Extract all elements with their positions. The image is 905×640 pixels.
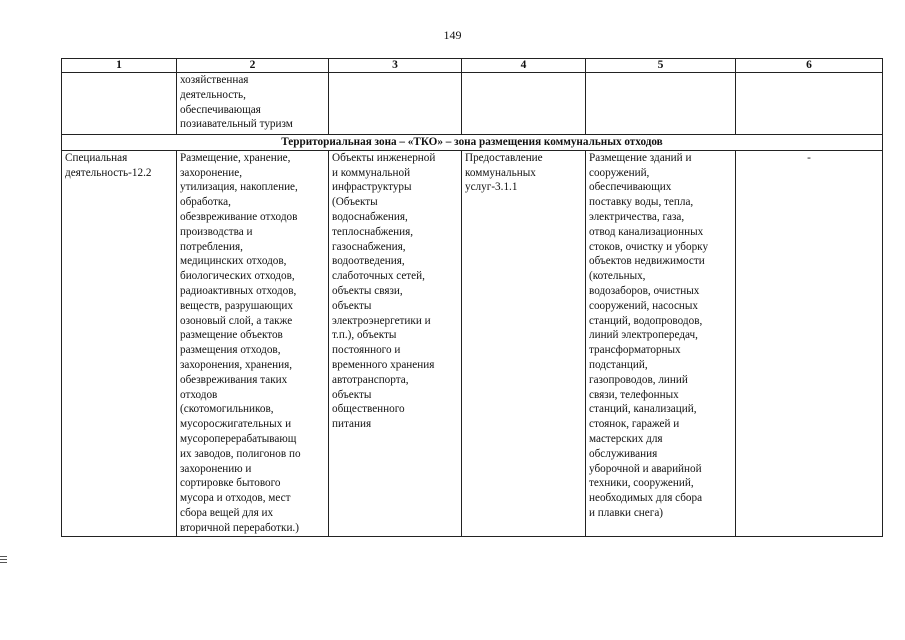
- cell-text-line: сортировке бытового: [180, 477, 281, 490]
- cell-text-line: Предоставление: [465, 151, 543, 164]
- main-row: [62, 150, 883, 536]
- cell-text-line: размещения отходов,: [180, 344, 281, 357]
- cell-text-line: медицинских отходов,: [180, 255, 287, 268]
- zone-title-row: [62, 135, 883, 151]
- header-col-3: 3: [329, 59, 462, 73]
- cont-cell-3: [329, 73, 462, 135]
- cell-text-line: и коммунальной: [332, 166, 411, 179]
- cell-text-line: электричества, газа,: [589, 210, 685, 223]
- cell-text-line: мусоросжигательных и: [180, 418, 292, 431]
- header-col-5: 5: [586, 59, 736, 73]
- cell-text-line: трансформаторных: [589, 344, 681, 357]
- cell-text-line: озоновый слой, а также: [180, 314, 293, 327]
- cell-text-line: сооружений, насосных: [589, 299, 699, 312]
- cell-text-line: производства и: [180, 225, 253, 238]
- cont-cell-1: [62, 73, 177, 135]
- cell-text-line: объектов недвижимости: [589, 255, 705, 268]
- cont-cell-5: [586, 73, 736, 135]
- main-cell-2: [177, 150, 329, 536]
- cell-text-line: сооружений,: [589, 166, 650, 179]
- cell-text-line: потребления,: [180, 240, 243, 253]
- cell-text-line: Размещение зданий и: [589, 151, 692, 164]
- cont-text-line: хозяйственная: [180, 74, 249, 86]
- main-cell-3: [329, 150, 462, 536]
- cell-text-line: мастерских для: [589, 432, 663, 445]
- cell-text-line: станций, водопроводов,: [589, 314, 703, 327]
- header-col-1: 1: [62, 59, 177, 73]
- cell-text-line: связи, телефонных: [589, 388, 679, 401]
- cell-text-line: общественного: [332, 403, 405, 416]
- zoning-table: [61, 58, 883, 537]
- cont-text-line: позиавательный туризм: [180, 118, 293, 131]
- header-col-4: 4: [462, 59, 586, 73]
- cell-text-line: коммунальных: [465, 166, 536, 179]
- cell-text-line: мусора и отходов, мест: [180, 492, 291, 505]
- cell-text-line: вторичной переработки.): [180, 521, 299, 534]
- cell-text-line: утилизация, накопление,: [180, 181, 298, 194]
- cell-text-line: автотранспорта,: [332, 373, 409, 386]
- cell-text-line: сбора вещей для их: [180, 506, 274, 519]
- cell-text-line: обеспечивающих: [589, 181, 672, 194]
- cell-text-line: обработка,: [180, 196, 231, 209]
- cell-text-line: питания: [332, 418, 372, 431]
- cont-text-line: деятельность,: [180, 88, 246, 101]
- cell-text-line: их заводов, полигонов по: [180, 447, 301, 460]
- cell-text-line: водозаборов, очистных: [589, 284, 700, 297]
- cell-text-line: захоронение,: [180, 166, 243, 179]
- cell-text-line: стоков, очистку и уборку: [589, 240, 709, 253]
- cell-text-line: захоронению и: [180, 462, 252, 475]
- header-col-6: 6: [736, 59, 883, 73]
- cell-text-line: объекты: [332, 299, 372, 312]
- cell-text-line: обслуживания: [589, 447, 658, 460]
- margin-marks: [0, 556, 8, 565]
- cell-text-line: Размещение, хранение,: [180, 151, 291, 164]
- cell-text-line: радиоактивных отходов,: [180, 284, 297, 297]
- cell-text-line: газоснабжения,: [332, 240, 406, 253]
- cell-text-line: обезвреживание отходов: [180, 210, 298, 223]
- main-cell-4: [462, 150, 586, 536]
- cell-text-line: уборочной и аварийной: [589, 462, 702, 475]
- cell-text-line: постоянного и: [332, 344, 401, 357]
- cell-text-line: Объекты инженерной: [332, 151, 436, 164]
- cell-text-line: линий электропередач,: [589, 329, 698, 342]
- cell-text-line: электроэнергетики и: [332, 314, 431, 327]
- cell-text-line: слаботочных сетей,: [332, 270, 425, 283]
- main-cell-5: [586, 150, 736, 536]
- cell-text-line: веществ, разрушающих: [180, 299, 293, 312]
- cell-text-line: объекты: [332, 388, 372, 401]
- zone-title: Территориальная зона – «ТКО» – зона размещения коммунальных отходов: [62, 135, 883, 151]
- cell-text-line: (Объекты: [332, 196, 378, 209]
- cell-text-line: подстанций,: [589, 358, 648, 371]
- header-col-2: 2: [177, 59, 329, 73]
- main-col1-line: Специальная: [65, 151, 128, 164]
- cell-text-line: поставку воды, тепла,: [589, 196, 694, 209]
- cell-text-line: биологических отходов,: [180, 270, 295, 283]
- cont-cell-4: [462, 73, 586, 135]
- cell-text-line: водоотведения,: [332, 255, 405, 268]
- cell-text-line: отходов: [180, 388, 218, 401]
- cell-text-line: захоронения, хранения,: [180, 358, 293, 371]
- cell-text-line: стоянок, гаражей и: [589, 418, 680, 431]
- cont-text-line: обеспечивающая: [180, 103, 261, 116]
- cell-text-line: водоснабжения,: [332, 210, 408, 223]
- main-col1-line: деятельность-12.2: [65, 166, 152, 179]
- cell-text-line: объекты связи,: [332, 284, 403, 297]
- header-row: [62, 59, 883, 73]
- cell-text-line: временного хранения: [332, 358, 435, 371]
- cell-text-line: техники, сооружений,: [589, 477, 694, 490]
- cell-text-line: (скотомогильников,: [180, 403, 274, 416]
- cell-text-line: и плавки снега): [589, 506, 664, 519]
- cell-text-line: станций, канализаций,: [589, 403, 697, 416]
- cell-text-line: отвод канализационных: [589, 225, 704, 238]
- cell-text-line: обезвреживания таких: [180, 373, 288, 386]
- cell-text-line: газопроводов, линий: [589, 373, 688, 386]
- continuation-row: [62, 73, 883, 135]
- cell-text-line: инфраструктуры: [332, 181, 412, 194]
- page-number: 149: [443, 28, 462, 42]
- cell-text-line: теплоснабжения,: [332, 225, 414, 238]
- cont-cell-2: [177, 73, 329, 135]
- cont-cell-6: [736, 73, 883, 135]
- cell-text-line: мусороперерабатывающ: [180, 432, 297, 445]
- main-cell-1: [62, 150, 177, 536]
- cell-text-line: размещение объектов: [180, 329, 283, 342]
- cell-text-line: необходимых для сбора: [589, 492, 703, 505]
- main-cell-6: -: [736, 150, 883, 536]
- cell-text-line: (котельных,: [589, 270, 646, 283]
- cell-text-line: т.п.), объекты: [332, 329, 397, 342]
- cell-text-line: услуг-3.1.1: [465, 181, 518, 194]
